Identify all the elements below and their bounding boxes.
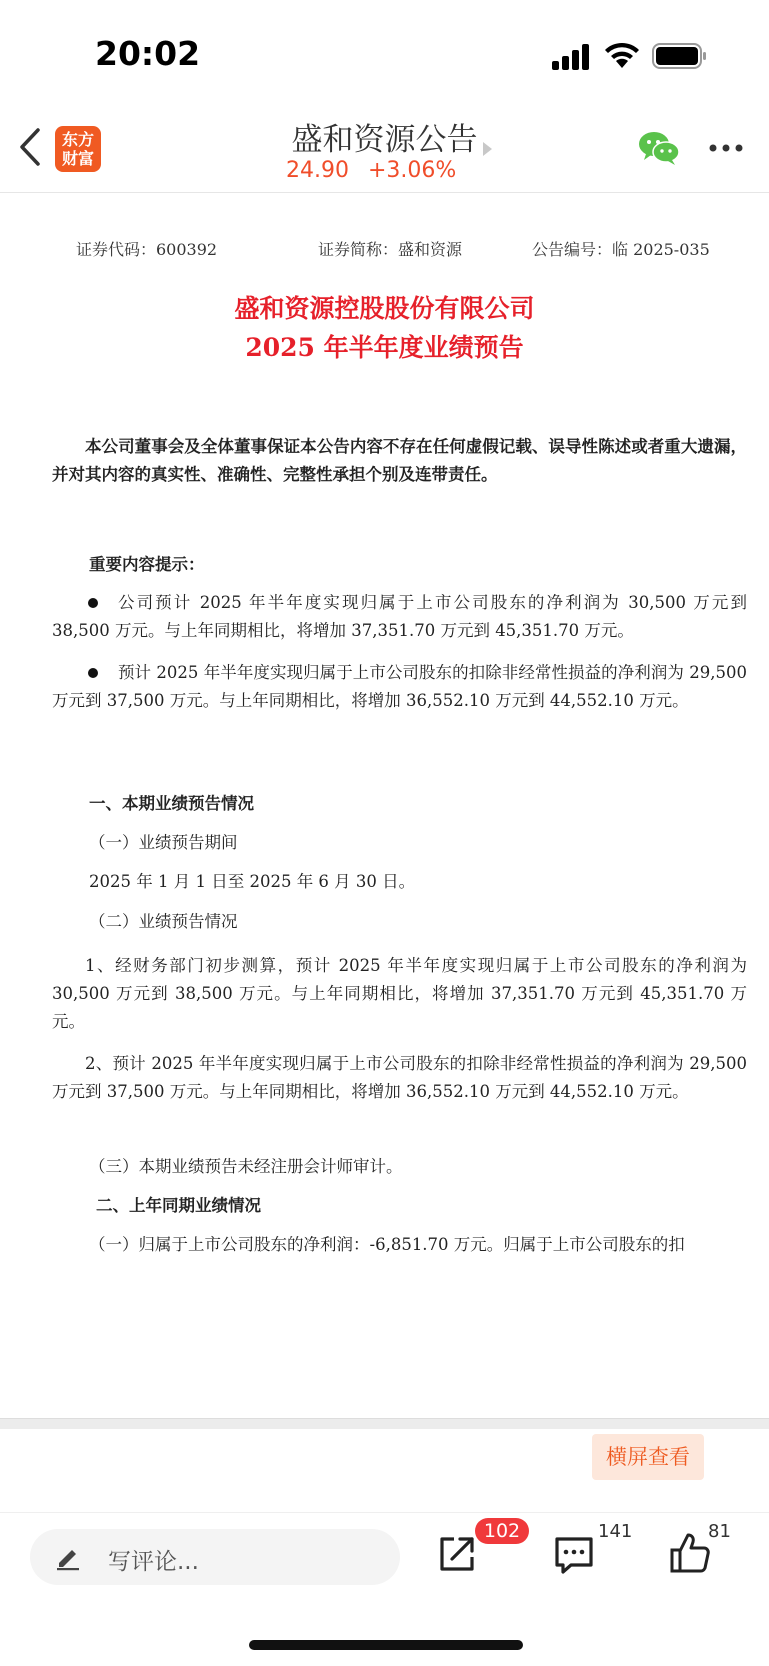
wechat-icon[interactable] bbox=[638, 130, 680, 166]
section-heading-2: 二、上年同期业绩情况 bbox=[96, 1196, 261, 1215]
subsection-1: （一）业绩预告期间 bbox=[89, 833, 238, 852]
notice-number: 公告编号：临 2025-035 bbox=[532, 240, 710, 259]
subsection-3: （三）本期业绩预告未经注册会计师审计。 bbox=[89, 1157, 403, 1176]
quote-arrow-icon[interactable] bbox=[483, 142, 492, 156]
status-bar bbox=[0, 0, 769, 100]
forecast-period: 2025 年 1 月 1 日至 2025 年 6 月 30 日。 bbox=[89, 872, 416, 891]
stock-code: 证券代码：600392 bbox=[76, 240, 218, 259]
like-count: 81 bbox=[708, 1521, 731, 1542]
like-icon[interactable] bbox=[669, 1531, 711, 1575]
nav-bar bbox=[0, 100, 769, 193]
comment-icon[interactable] bbox=[553, 1535, 595, 1575]
comment-count: 141 bbox=[598, 1521, 633, 1542]
content-divider bbox=[0, 1418, 769, 1429]
document-title: 盛和资源控股股份有限公司 bbox=[234, 294, 535, 323]
key-points-heading: 重要内容提示： bbox=[89, 555, 205, 574]
stock-change: +3.06% bbox=[368, 158, 457, 183]
battery-icon bbox=[652, 42, 708, 70]
wifi-icon bbox=[604, 40, 640, 70]
last-year-profit: （一）归属于上市公司股东的净利润：-6,851.70 万元。归属于上市公司股东的扣 bbox=[89, 1235, 685, 1254]
pen-icon bbox=[54, 1543, 82, 1571]
share-icon[interactable] bbox=[436, 1533, 478, 1575]
status-time: 20:02 bbox=[95, 34, 201, 73]
signal-icon bbox=[552, 44, 592, 70]
logo-line2: 财富 bbox=[61, 149, 94, 168]
stock-name: 证券简称：盛和资源 bbox=[318, 240, 463, 259]
board-statement: 本公司董事会及全体董事保证本公告内容不存在任何虚假记载、误导性陈述或者重大遗漏，并对其内容的真实性、准确性、完整性承担个别及连带责任。 bbox=[52, 437, 747, 484]
document-subtitle: 2025 年半年度业绩预告 bbox=[245, 333, 524, 362]
stock-price: 24.90 bbox=[286, 158, 349, 183]
logo-line1: 东方 bbox=[61, 130, 94, 149]
home-indicator[interactable] bbox=[249, 1640, 523, 1650]
comment-placeholder: 写评论... bbox=[108, 1549, 199, 1575]
more-icon[interactable] bbox=[708, 143, 744, 153]
comment-input[interactable] bbox=[30, 1529, 400, 1585]
landscape-view-button[interactable]: 横屏查看 bbox=[592, 1434, 704, 1480]
forecast-item-1: 1、经财务部门初步测算，预计 2025 年半年度实现归属于上市公司股东的净利润为 30,500 万元到 38,500 万元。与上年同期相比，将增加 37,351.70 万元到 45,351.70 万元。 bbox=[52, 956, 747, 1031]
subsection-2: （二）业绩预告情况 bbox=[89, 912, 238, 931]
page-title: 盛和资源公告 bbox=[291, 122, 478, 158]
key-point-2: 预计 2025 年半年度实现归属于上市公司股东的扣除非经常性损益的净利润为 29,500 万元到 37,500 万元。与上年同期相比，将增加 36,552.10 万元到 44,552.10 万元。 bbox=[52, 663, 747, 710]
announcement-document bbox=[0, 193, 769, 1418]
forecast-item-2: 2、预计 2025 年半年度实现归属于上市公司股东的扣除非经常性损益的净利润为 29,500 万元到 37,500 万元。与上年同期相比，将增加 36,552.10 万元到 44,552.10 万元。 bbox=[52, 1054, 747, 1101]
share-count-badge: 102 bbox=[475, 1518, 529, 1544]
section-heading-1: 一、本期业绩预告情况 bbox=[89, 794, 254, 813]
key-point-1: 公司预计 2025 年半年度实现归属于上市公司股东的净利润为 30,500 万元到 38,500 万元。与上年同期相比，将增加 37,351.70 万元到 45,351.70 万元。 bbox=[52, 593, 747, 640]
